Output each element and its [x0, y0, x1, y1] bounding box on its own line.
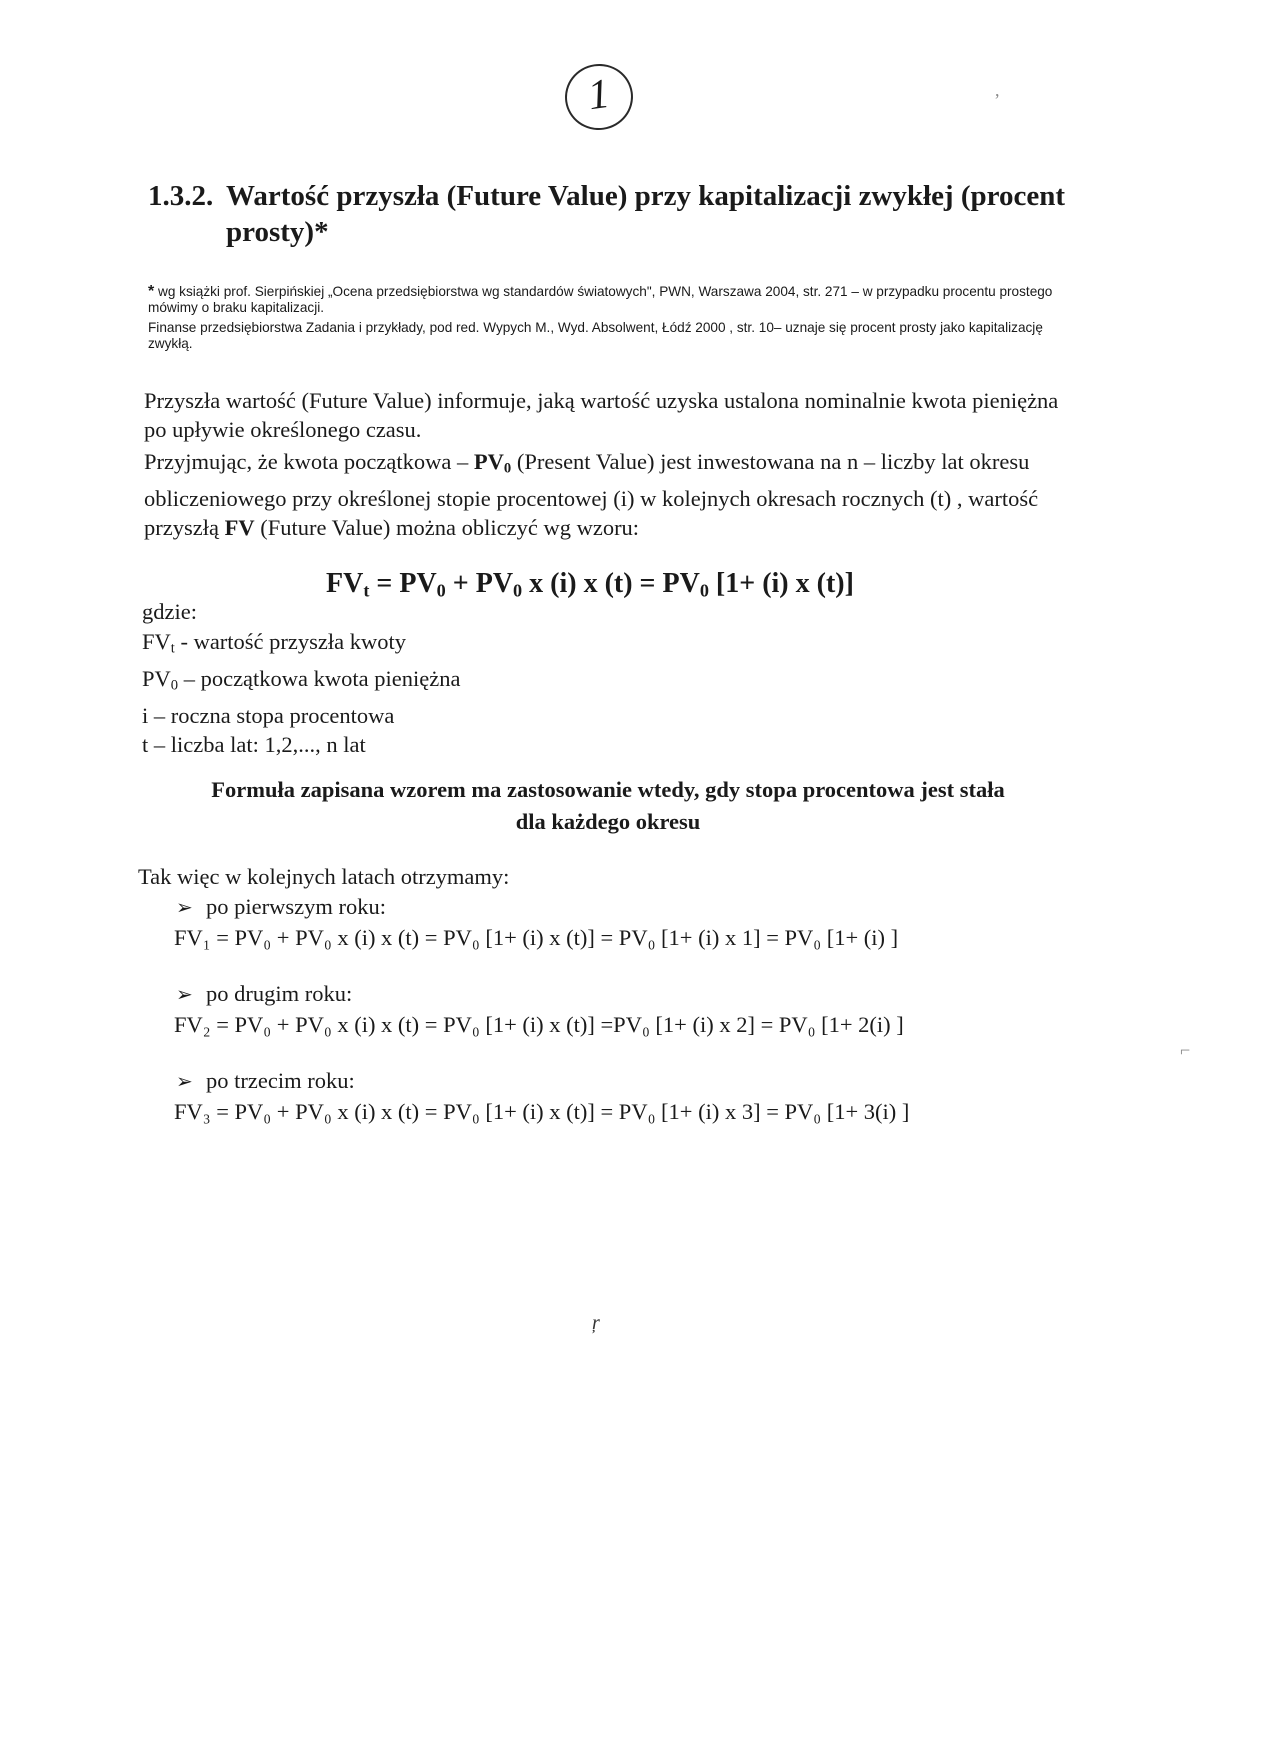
def-fvt-text: - wartość przyszła kwoty: [174, 628, 407, 654]
formula-fv-sub: t: [363, 580, 370, 601]
formula-pv-sub-2: 0: [513, 580, 523, 601]
definitions: [142, 597, 642, 760]
arrow-bullet-icon: ➢: [176, 1071, 193, 1093]
definition-i: i – roczna stopa procentowa: [142, 702, 395, 728]
year3-equation: FV₃ = PV₀ + PV₀ x (i) x (t) = PV₀ [1+ (i) x (t)] = PV₀ [1+ (i) x 3] = PV₀ [1+ 3(i) ]: [174, 1099, 910, 1124]
section-title-line1: Wartość przyszła (Future Value) przy kapitalizacji zwykłej (procent: [226, 180, 1066, 212]
def-pv0-sub: 0: [170, 677, 179, 694]
definitions-where: gdzie:: [142, 599, 197, 624]
yearly-calculations: [138, 862, 1098, 1153]
year2-bullet: [176, 979, 1098, 1010]
scan-artifact-mark: ⌐: [1180, 1040, 1191, 1060]
intro-p2-end: (Future Value) można obliczyć wg wzoru:: [254, 514, 640, 540]
arrow-bullet-icon: ➢: [176, 984, 193, 1006]
page-number-circle: 1: [561, 60, 638, 135]
formula-part4: [1+ (i) x (t)]: [708, 568, 854, 599]
scan-artifact-mark: ,: [995, 80, 1000, 100]
intro-p2-start: Przyjmując, że kwota początkowa –: [144, 449, 474, 474]
year2-equation: FV₂ = PV₀ + PV₀ x (i) x (t) = PV₀ [1+ (i) x (t)] =PV₀ [1+ (i) x 2] = PV₀ [1+ 2(i) ]: [174, 1012, 904, 1037]
pv-symbol: PV: [473, 449, 504, 474]
formula-note: [168, 774, 1048, 838]
footnote-line2: Finanse przedsiębiorstwa Zadania i przykłady, pod red. Wypych M., Wyd. Absolwent, Łódź 2000 , str. 10– uznaje się procent prosty jako kapitalizację zwykłą.: [148, 320, 1043, 351]
intro-text: [144, 386, 1084, 542]
note-line1: Formuła zapisana wzorem ma zastosowanie wtedy, gdy stopa procentowa jest stała: [211, 777, 1005, 802]
year3-label: po trzecim roku:: [206, 1068, 355, 1093]
def-fvt-symbol: FV: [142, 628, 171, 654]
section-title: [148, 178, 1098, 250]
year2-label: po drugim roku:: [206, 981, 353, 1006]
footnote-star: *: [148, 283, 155, 300]
intro-p2-middle: (Present Value) jest inwestowana na n – liczby lat okresu obliczeniowego przy określonej stopie procentowej (i) w kolejnych okresach rocznych (t) , wartość przyszłą: [144, 449, 1039, 540]
footnote: [148, 284, 1078, 356]
arrow-bullet-icon: ➢: [176, 897, 193, 919]
footnote-line1: wg książki prof. Sierpińskiej „Ocena przedsiębiorstwa wg standardów światowych", PWN, Warszawa 2004, str. 271 – w przypadku procentu prostego mówimy o braku kapitalizacji.: [148, 284, 1053, 315]
formula-fv: FV: [326, 568, 364, 599]
scan-artifact-mark: ŗ: [592, 1312, 600, 1334]
year1-bullet: [176, 892, 1098, 923]
definition-pv0: [142, 664, 642, 701]
pv-subscript: 0: [503, 460, 512, 477]
formula-pv-sub-1: 0: [436, 580, 446, 601]
note-line2: dla każdego okresu: [515, 809, 701, 834]
section-number: 1.3.2.: [148, 180, 214, 212]
formula-part2: + PV: [445, 568, 514, 599]
formula-pv-sub-3: 0: [699, 580, 709, 601]
definition-fvt: [142, 627, 642, 664]
definition-t: t – liczba lat: 1,2,..., n lat: [142, 732, 366, 758]
fv-symbol: FV: [224, 514, 255, 540]
intro-paragraph-1: Przyszła wartość (Future Value) informuje, jaką wartość uzyska ustalona nominalnie kwota pieniężna po upływie określonego czasu.: [144, 388, 1059, 442]
intro-paragraph-2: [144, 447, 1084, 542]
year1-label: po pierwszym roku:: [206, 894, 386, 919]
def-pv0-symbol: PV: [142, 665, 171, 691]
formula-part3: x (i) x (t) = PV: [522, 568, 700, 599]
year1-equation: FV₁ = PV₀ + PV₀ x (i) x (t) = PV₀ [1+ (i) x (t)] = PV₀ [1+ (i) x 1] = PV₀ [1+ (i) ]: [174, 925, 899, 950]
def-fvt-sub: t: [170, 640, 175, 657]
def-pv0-text: – początkowa kwota pieniężna: [178, 665, 461, 691]
formula-part1: = PV: [369, 568, 437, 599]
years-intro: Tak więc w kolejnych latach otrzymamy:: [138, 864, 510, 889]
year3-bullet: [176, 1066, 1098, 1097]
section-title-line2: prosty)*: [226, 216, 329, 248]
